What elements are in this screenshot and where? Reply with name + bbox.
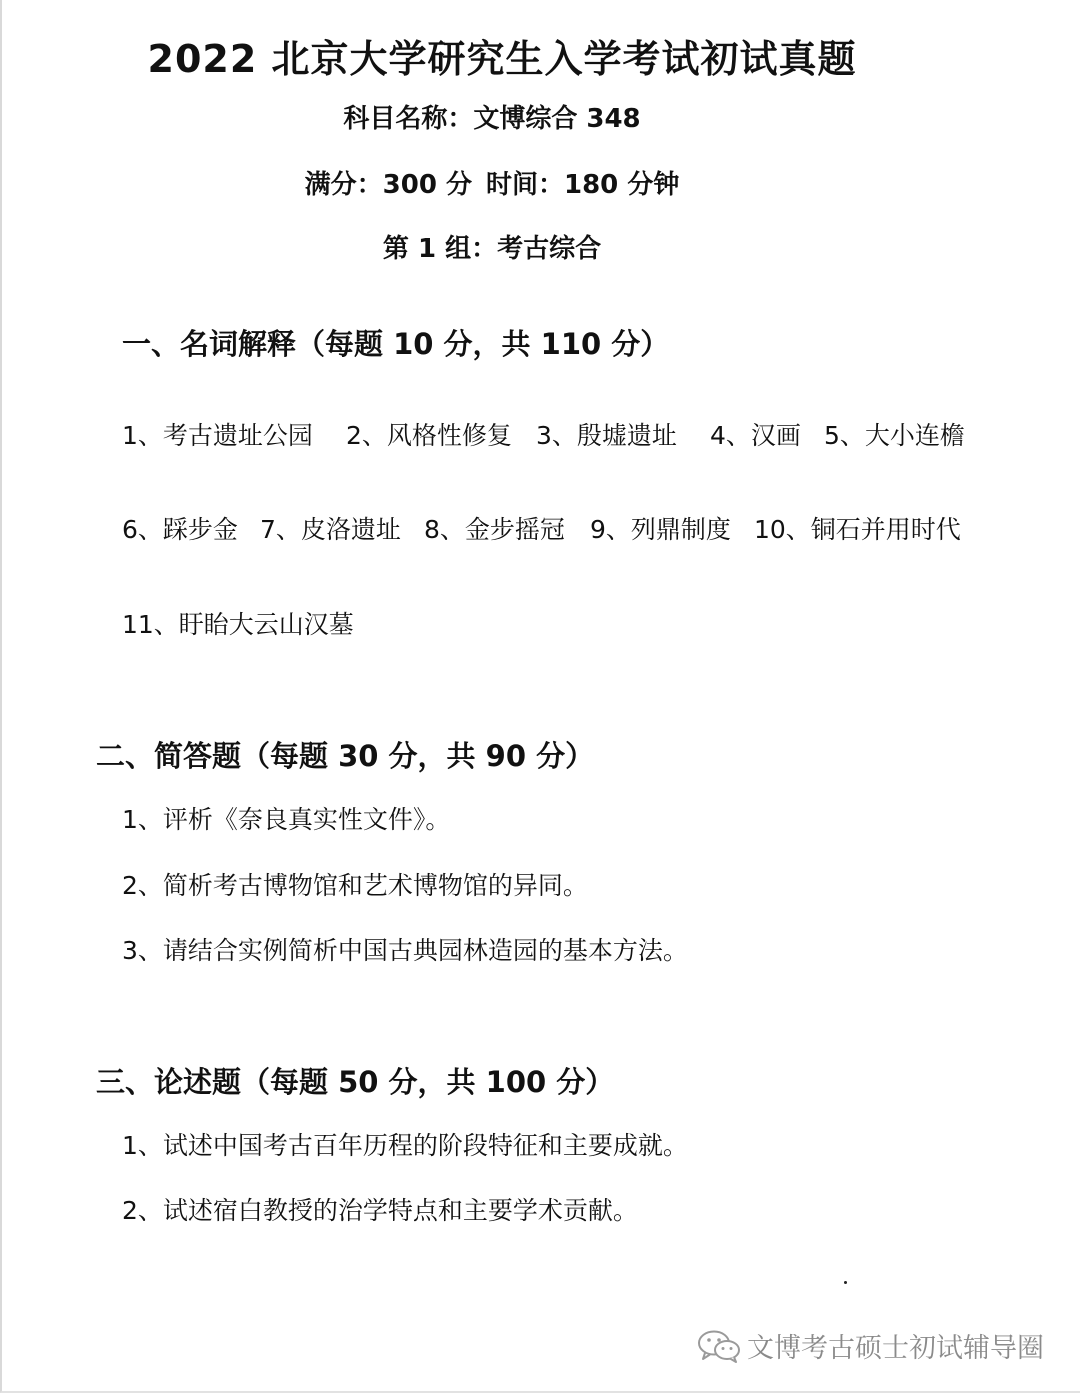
term-row (122, 605, 354, 641)
section-heading-terms: 一、名词解释（每题 10 分，共 110 分） (122, 327, 670, 361)
term-row (122, 510, 961, 546)
question-item: 2、简析考古博物馆和艺术博物馆的异同。 (122, 871, 588, 900)
question-item: 3、请结合实例简析中国古典园林造园的基本方法。 (122, 936, 688, 965)
term-item: 5、大小连檐 (824, 421, 965, 450)
exam-time: 时间：180 分钟 (486, 170, 680, 200)
term-item: 6、踩步金 (122, 515, 238, 544)
term-item: 7、皮洛遗址 (260, 515, 401, 544)
question-item: 1、评析《奈良真实性文件》。 (122, 805, 451, 834)
watermark-text: 文博考古硕士初试辅导圈 (747, 1333, 1044, 1364)
term-item: 8、金步摇冠 (424, 515, 565, 544)
question-item: 2、试述宿白教授的治学特点和主要学术贡献。 (122, 1196, 638, 1225)
term-item: 11、盱眙大云山汉墓 (122, 610, 354, 639)
section-heading-short-answer: 二、简答题（每题 30 分，共 90 分） (96, 739, 595, 773)
term-item: 4、汉画 (710, 421, 801, 450)
wechat-icon (697, 1329, 741, 1363)
section-heading-essay: 三、论述题（每题 50 分，共 100 分） (96, 1065, 615, 1099)
score-time-line (2, 164, 982, 201)
subject-line: 科目名称：文博综合 348 (343, 104, 641, 134)
group-line: 第 1 组：考古综合 (382, 234, 602, 264)
term-item: 3、殷墟遗址 (536, 421, 677, 450)
term-item: 9、列鼎制度 (590, 515, 731, 544)
watermark (697, 1326, 1044, 1365)
full-score: 满分：300 分 (304, 170, 472, 200)
stray-dot (844, 1281, 847, 1284)
question-item: 1、试述中国考古百年历程的阶段特征和主要成就。 (122, 1131, 688, 1160)
term-row (122, 416, 965, 452)
page-title: 2022 北京大学研究生入学考试初试真题 (147, 37, 857, 81)
term-item: 2、风格性修复 (346, 421, 512, 450)
term-item: 10、铜石并用时代 (754, 515, 961, 544)
term-item: 1、考古遗址公园 (122, 421, 313, 450)
